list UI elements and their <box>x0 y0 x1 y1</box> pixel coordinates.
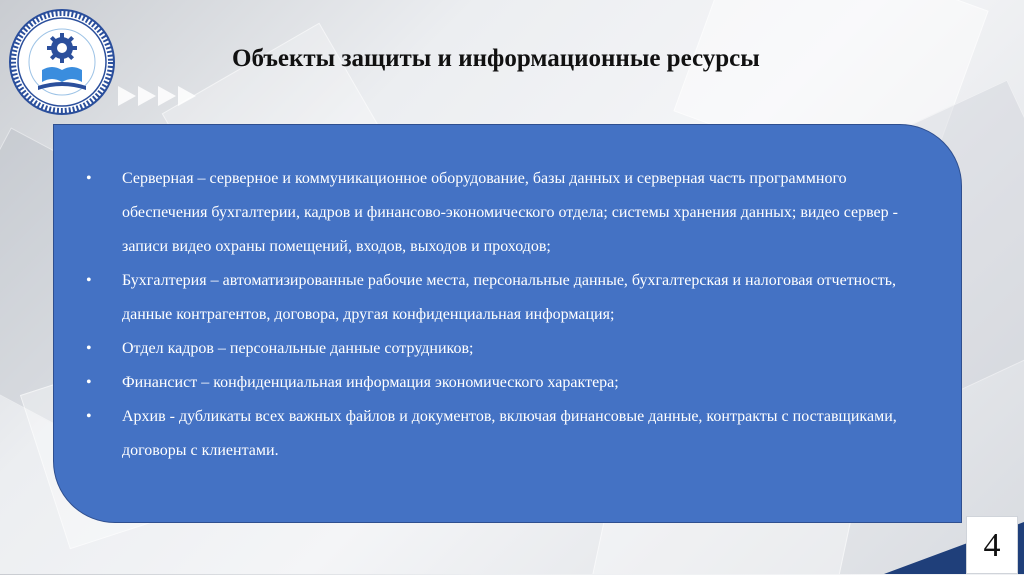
page-number: 4 <box>966 516 1018 574</box>
list-item <box>86 400 921 468</box>
list-item-text: Финансист – конфиденциальная информация экономического характера; <box>122 374 619 391</box>
list-item <box>86 264 921 332</box>
content-panel <box>53 124 962 523</box>
bullet-list <box>86 162 921 468</box>
arrow-icon <box>158 86 176 106</box>
bullet-icon: • <box>86 170 92 187</box>
university-emblem-icon <box>8 8 116 116</box>
list-item-text: Отдел кадров – персональные данные сотрудников; <box>122 340 474 357</box>
bullet-icon: • <box>86 340 92 357</box>
bullet-icon: • <box>86 408 92 425</box>
list-item <box>86 366 921 400</box>
arrow-icon <box>138 86 156 106</box>
list-item-text: Серверная – серверное и коммуникационное оборудование, базы данных и серверная часть программного обеспечения бухгалтерии, кадров и финансово-экономического отдела; системы хранения данных; видео сервер - записи видео охраны помещений, входов, выходов и проходов; <box>122 170 898 255</box>
list-item <box>86 332 921 366</box>
list-item-text: Архив - дубликаты всех важных файлов и документов, включая финансовые данные, контракты с поставщиками, договоры с клиентами. <box>122 408 897 459</box>
list-item <box>86 162 921 264</box>
arrow-icon <box>178 86 196 106</box>
slide-title: Объекты защиты и информационные ресурсы <box>232 45 760 72</box>
bullet-icon: • <box>86 272 92 289</box>
arrow-icon <box>118 86 136 106</box>
decorative-arrows <box>118 86 196 106</box>
bullet-icon: • <box>86 374 92 391</box>
list-item-text: Бухгалтерия – автоматизированные рабочие места, персональные данные, бухгалтерская и налоговая отчетность, данные контрагентов, договора, другая конфиденциальная информация; <box>122 272 897 323</box>
